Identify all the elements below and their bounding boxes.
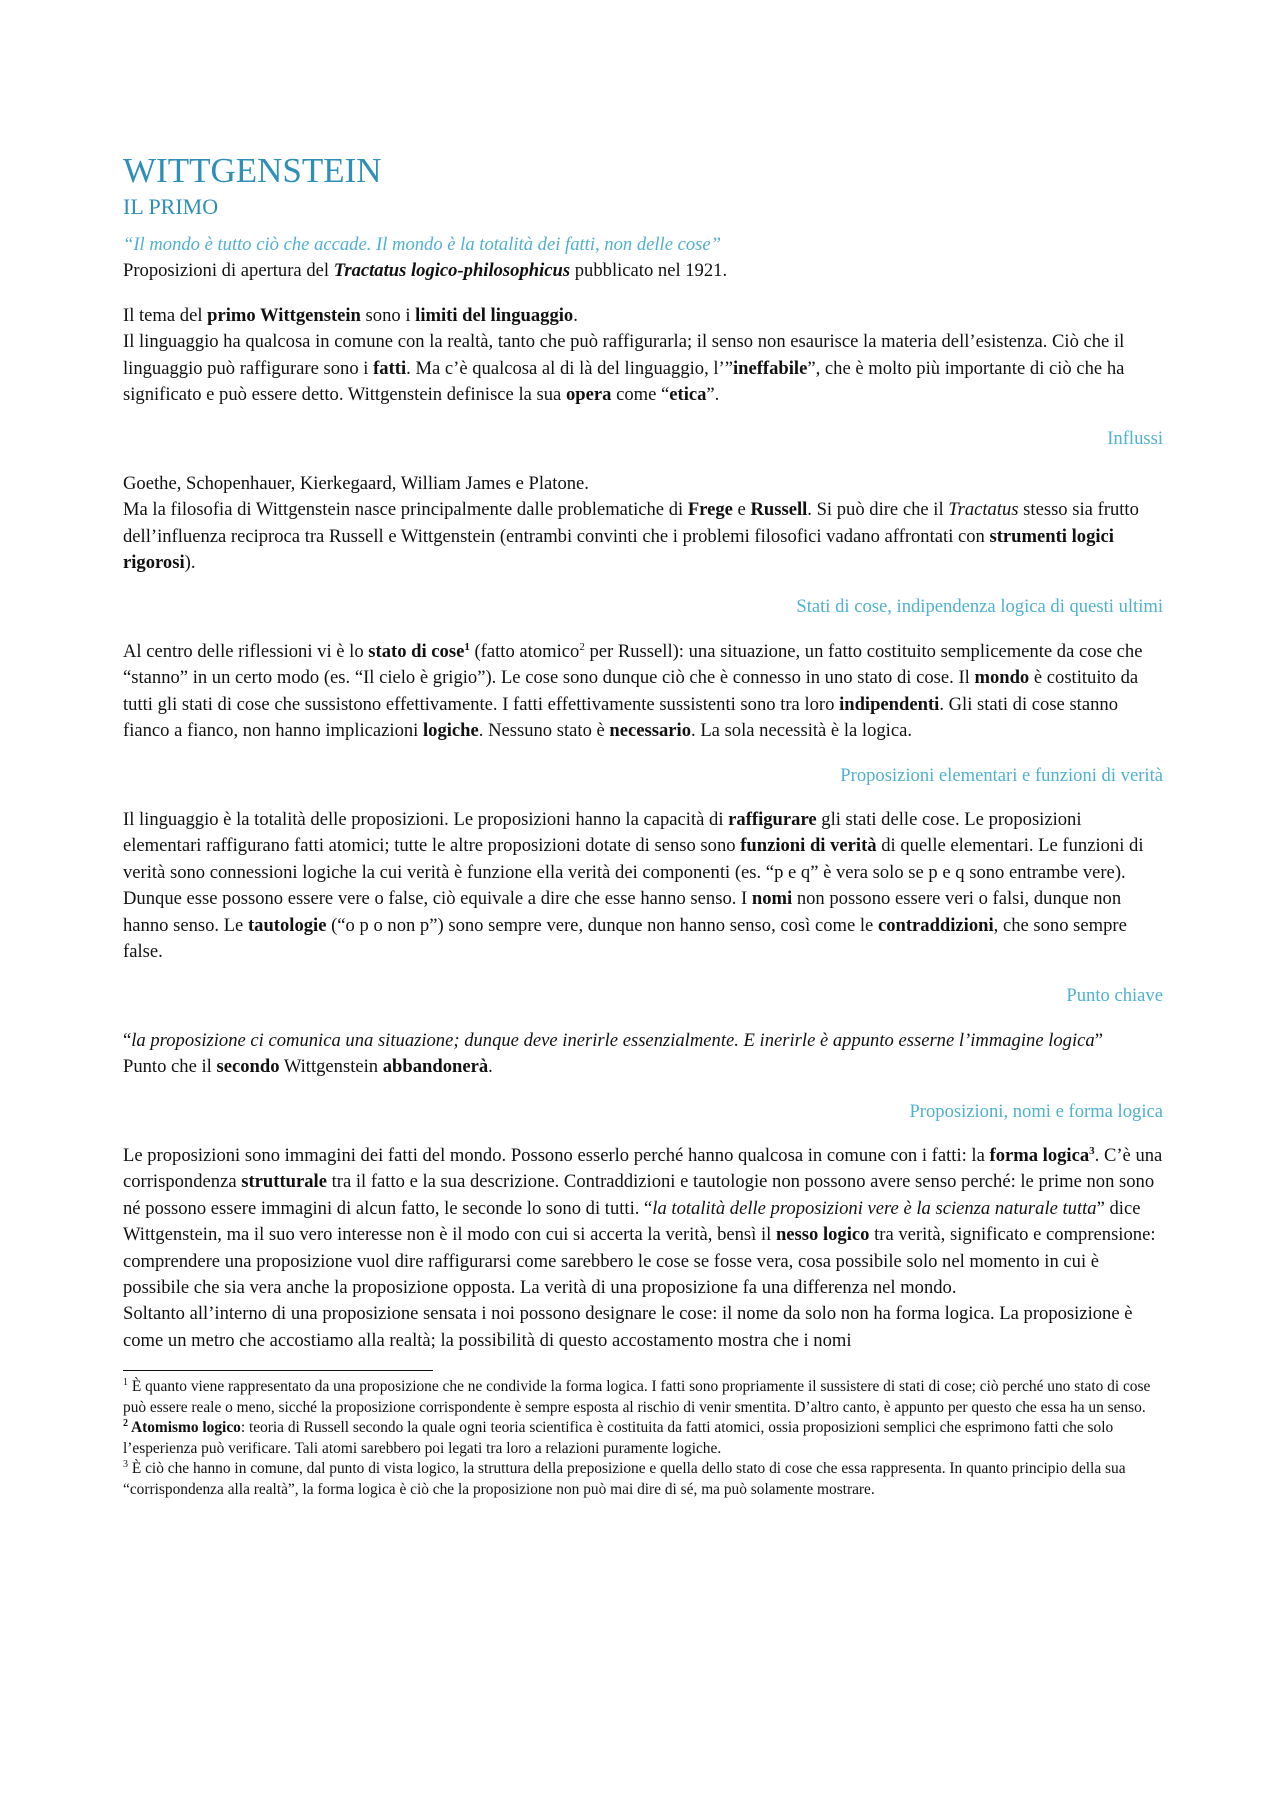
opening-quote: “Il mondo è tutto ciò che accade. Il mondo è la totalità dei fatti, non delle cose” xyxy=(123,234,721,255)
tema-text: ”. xyxy=(706,384,720,406)
forma-text: tra verità, significato e comprensione: comprendere una proposizione vuol dire raffigurarsi come sarebbero le cose se fosse vera, cosa possibile solo nel momento in cui è possibile che sia vera anche la proposizione opposta. La verità di una proposizione fa una differenza nel mondo. xyxy=(123,1224,1156,1298)
prop-bold: tautologie xyxy=(247,914,327,936)
forma-bold: nesso logico xyxy=(775,1224,870,1246)
forma-text: Le proposizioni sono immagini dei fatti del mondo. Possono esserlo perché hanno qualcosa in comune con i fatti: la xyxy=(123,1144,990,1166)
forma-para-1 xyxy=(123,1143,1163,1301)
section-heading-proposizioni: Proposizioni elementari e funzioni di verità xyxy=(840,764,1163,786)
tema-text: sono i xyxy=(360,304,416,326)
influssi-bold: Russell xyxy=(750,499,808,521)
tema-text: come “ xyxy=(611,384,670,406)
quote-mark: ” xyxy=(1094,1029,1103,1051)
prop-text: gli stati delle cose. Le proposizioni elementari raffigurano fatti atomici; tutte le altre proposizioni dotate di senso sono xyxy=(123,808,1082,857)
prop-text: di quelle elementari. Le funzioni di verità sono connessioni logiche la cui verità è funzione ella verità dei componenti (es. “p e q” è vera solo se p e q sono entrambe vere). Dunque esse possono essere vere o false, ciò equivale a dire che esse hanno senso. I xyxy=(123,835,1144,910)
influssi-bold: Frege xyxy=(687,499,733,521)
tema-text: . xyxy=(573,304,578,326)
page-subtitle: IL PRIMO xyxy=(123,194,219,219)
tema-text: . Ma c’è qualcosa al di là del linguaggio, l’” xyxy=(406,357,733,379)
footnote-separator xyxy=(123,1370,433,1371)
footnote-bold: Atomismo logico xyxy=(128,1419,241,1437)
intro-line xyxy=(123,258,1163,284)
punto-text: Wittgenstein xyxy=(279,1056,383,1078)
stati-text: Al centro delle riflessioni vi è lo xyxy=(123,640,369,662)
footnote-3 xyxy=(123,1459,1163,1500)
forma-text: tra il fatto e la sua descrizione. Contraddizioni e tautologie non possono avere senso perché: le prime non sono né possono essere immagini di alcun fatto, le seconde lo sono di tutti. “ xyxy=(123,1171,1155,1219)
influssi-text: ). xyxy=(184,552,196,574)
intro-text-a: Proposizioni di apertura del xyxy=(123,260,334,282)
footnote-text: È ciò che hanno in comune, dal punto di vista logico, la struttura della preposizione e quella dello stato di cose che essa rappresenta. In quanto principio della sua “corrispondenza alla realtà”, la forma logica è ciò che la proposizione non può mai dire di sé, ma può solamente mostrare. xyxy=(123,1460,1126,1498)
punto-text: Punto che il xyxy=(123,1056,217,1078)
quote-mark: “ xyxy=(123,1029,132,1051)
intro-text-c: pubblicato nel 1921. xyxy=(570,260,728,282)
punto-block xyxy=(123,1028,1163,1081)
footnotes xyxy=(123,1377,1163,1500)
influssi-bold: strumenti logici rigorosi xyxy=(123,525,1114,574)
footnote-number: 2 xyxy=(123,1418,128,1430)
stati-text: . La sola necessità è la logica. xyxy=(691,720,912,742)
punto-quote xyxy=(123,1028,1163,1054)
footnote-ref-3[interactable]: 3 xyxy=(1089,1144,1095,1157)
stati-text: è costituito da tutti gli stati di cose che sussistono effettivamente. I fatti effettivamente sussistenti sono tra loro xyxy=(123,667,1139,715)
prop-bold: funzioni di verità xyxy=(740,835,877,857)
punto-quote-text: la proposizione ci comunica una situazione; dunque deve inerirle essenzialmente. E inerirle è appunto esserne l’immagine logica xyxy=(131,1029,1095,1051)
forma-text: . C’è una corrispondenza xyxy=(123,1144,1163,1193)
tema-text: Il tema del xyxy=(123,304,208,326)
punto-para xyxy=(123,1054,1163,1080)
prop-text: non possono essere veri o falsi, dunque non hanno senso. Le xyxy=(123,888,1122,936)
proposizioni-para xyxy=(123,807,1163,965)
intro-block xyxy=(123,232,1163,285)
footnote-ref-2[interactable]: 2 xyxy=(579,640,585,653)
tema-bold: etica xyxy=(669,384,707,406)
tema-para-1 xyxy=(123,303,1163,329)
influssi-text: Ma la filosofia di Wittgenstein nasce principalmente dalle problematiche di xyxy=(123,499,688,521)
footnote-text: : teoria di Russell secondo la quale ogni teoria scientifica è costituita da fatti atomici, ossia proposizioni semplici che esprimono fatti che solo l’esperienza può verificare. Tali atomi sarebbero poi legati tra loro a relazioni puramente logiche. xyxy=(123,1419,1114,1457)
forma-italic: la totalità delle proposizioni vere è la scienza naturale tutta xyxy=(652,1197,1097,1219)
punto-bold: abbandonerà xyxy=(382,1056,489,1078)
intro-book-title: Tractatus logico-philosophicus xyxy=(333,260,571,282)
proposizioni-block xyxy=(123,807,1163,965)
stati-text: . Gli stati di cose stanno fianco a fianco, non hanno implicazioni xyxy=(123,693,1118,742)
tema-bold: ineffabile xyxy=(732,357,808,379)
footnote-1 xyxy=(123,1377,1163,1418)
prop-bold: nomi xyxy=(751,888,793,910)
tema-bold: opera xyxy=(565,384,612,406)
footnote-number: 1 xyxy=(123,1377,128,1389)
forma-bold: strutturale xyxy=(241,1171,327,1193)
footnote-number: 3 xyxy=(123,1459,128,1471)
influssi-para-2 xyxy=(123,497,1163,576)
influssi-text: e xyxy=(732,499,751,521)
prop-bold: raffigurare xyxy=(728,808,817,830)
stati-para xyxy=(123,639,1163,745)
punto-text: . xyxy=(488,1056,493,1078)
stati-bold: indipendenti xyxy=(839,693,940,715)
tema-text: ”, che è molto più importante di ciò che ha significato e può essere detto. Wittgenstein definisce la sua xyxy=(123,357,1125,406)
tema-bold: limiti del linguaggio xyxy=(415,304,574,326)
section-heading-stati: Stati di cose, indipendenza logica di questi ultimi xyxy=(796,596,1163,618)
prop-text: , che sono sempre false. xyxy=(123,914,1127,962)
influssi-italic: Tractatus xyxy=(948,499,1019,521)
tema-bold: fatti xyxy=(373,357,407,379)
prop-text: Il linguaggio è la totalità delle proposizioni. Le proposizioni hanno la capacità di xyxy=(123,808,729,830)
footnote-2 xyxy=(123,1418,1163,1459)
forma-bold: forma logica xyxy=(989,1144,1090,1166)
stati-text: per Russell): una situazione, un fatto costituito semplicemente da cose che “stanno” in un certo modo (es. “Il cielo è grigio”). Le cose sono dunque ciò che è connesso in uno stato di cose. Il xyxy=(123,640,1143,689)
stati-text: . Nessuno stato è xyxy=(478,720,610,742)
influssi-block xyxy=(123,471,1163,577)
stati-bold: logiche xyxy=(422,720,479,742)
stati-text: (fatto atomico xyxy=(469,640,580,662)
forma-para-2: Soltanto all’interno di una proposizione sensata i noi possono designare le cose: il nome da solo non ha forma logica. La proposizione è come un metro che accostiamo alla realtà; la possibilità di questo accostamento mostra che i nomi xyxy=(123,1303,1133,1351)
tema-block xyxy=(123,303,1163,409)
influssi-text: . Si può dire che il xyxy=(807,499,949,521)
section-heading-forma: Proposizioni, nomi e forma logica xyxy=(909,1100,1163,1122)
section-heading-influssi: Influssi xyxy=(1107,428,1163,450)
punto-bold: secondo xyxy=(216,1056,280,1078)
document-page xyxy=(123,150,1163,1500)
stati-block xyxy=(123,639,1163,745)
stati-bold: mondo xyxy=(974,667,1030,689)
prop-text: (“o p o non p”) sono sempre vere, dunque non hanno senso, così come le xyxy=(326,914,878,936)
influssi-para-1: Goethe, Schopenhauer, Kierkegaard, William James e Platone. xyxy=(123,472,589,494)
forma-block xyxy=(123,1143,1163,1354)
prop-bold: contraddizioni xyxy=(877,914,994,936)
section-heading-punto: Punto chiave xyxy=(1066,985,1163,1007)
influssi-text: stesso sia frutto dell’influenza reciproca tra Russell e Wittgenstein (entrambi convinti che i problemi filosofici vadano affrontati con xyxy=(123,499,1139,547)
footnote-text: È quanto viene rappresentato da una proposizione che ne condivide la forma logica. I fatti sono propriamente il sussistere di stati di cose; ciò perché uno stato di cose può essere reale o meno, sicché la proposizione corrispondente è sempre esposta al rischio di venir smentita. D’altro canto, è appunto per questo che essa ha un senso. xyxy=(123,1378,1151,1416)
tema-text: Il linguaggio ha qualcosa in comune con la realtà, tanto che può raffigurarla; il senso non esaurisce la materia dell’esistenza. Ciò che il linguaggio può raffigurare sono i xyxy=(123,331,1125,379)
forma-text: ” dice Wittgenstein, ma il suo vero interesse non è il modo con cui si accerta la verità, bensì il xyxy=(123,1197,1141,1246)
tema-para-2 xyxy=(123,329,1163,408)
stati-bold: stato di cose xyxy=(368,640,465,662)
tema-bold: primo Wittgenstein xyxy=(207,304,361,326)
footnote-ref-1[interactable]: 1 xyxy=(464,640,470,653)
page-title: WITTGENSTEIN xyxy=(123,151,382,190)
stati-bold: necessario xyxy=(609,720,692,742)
